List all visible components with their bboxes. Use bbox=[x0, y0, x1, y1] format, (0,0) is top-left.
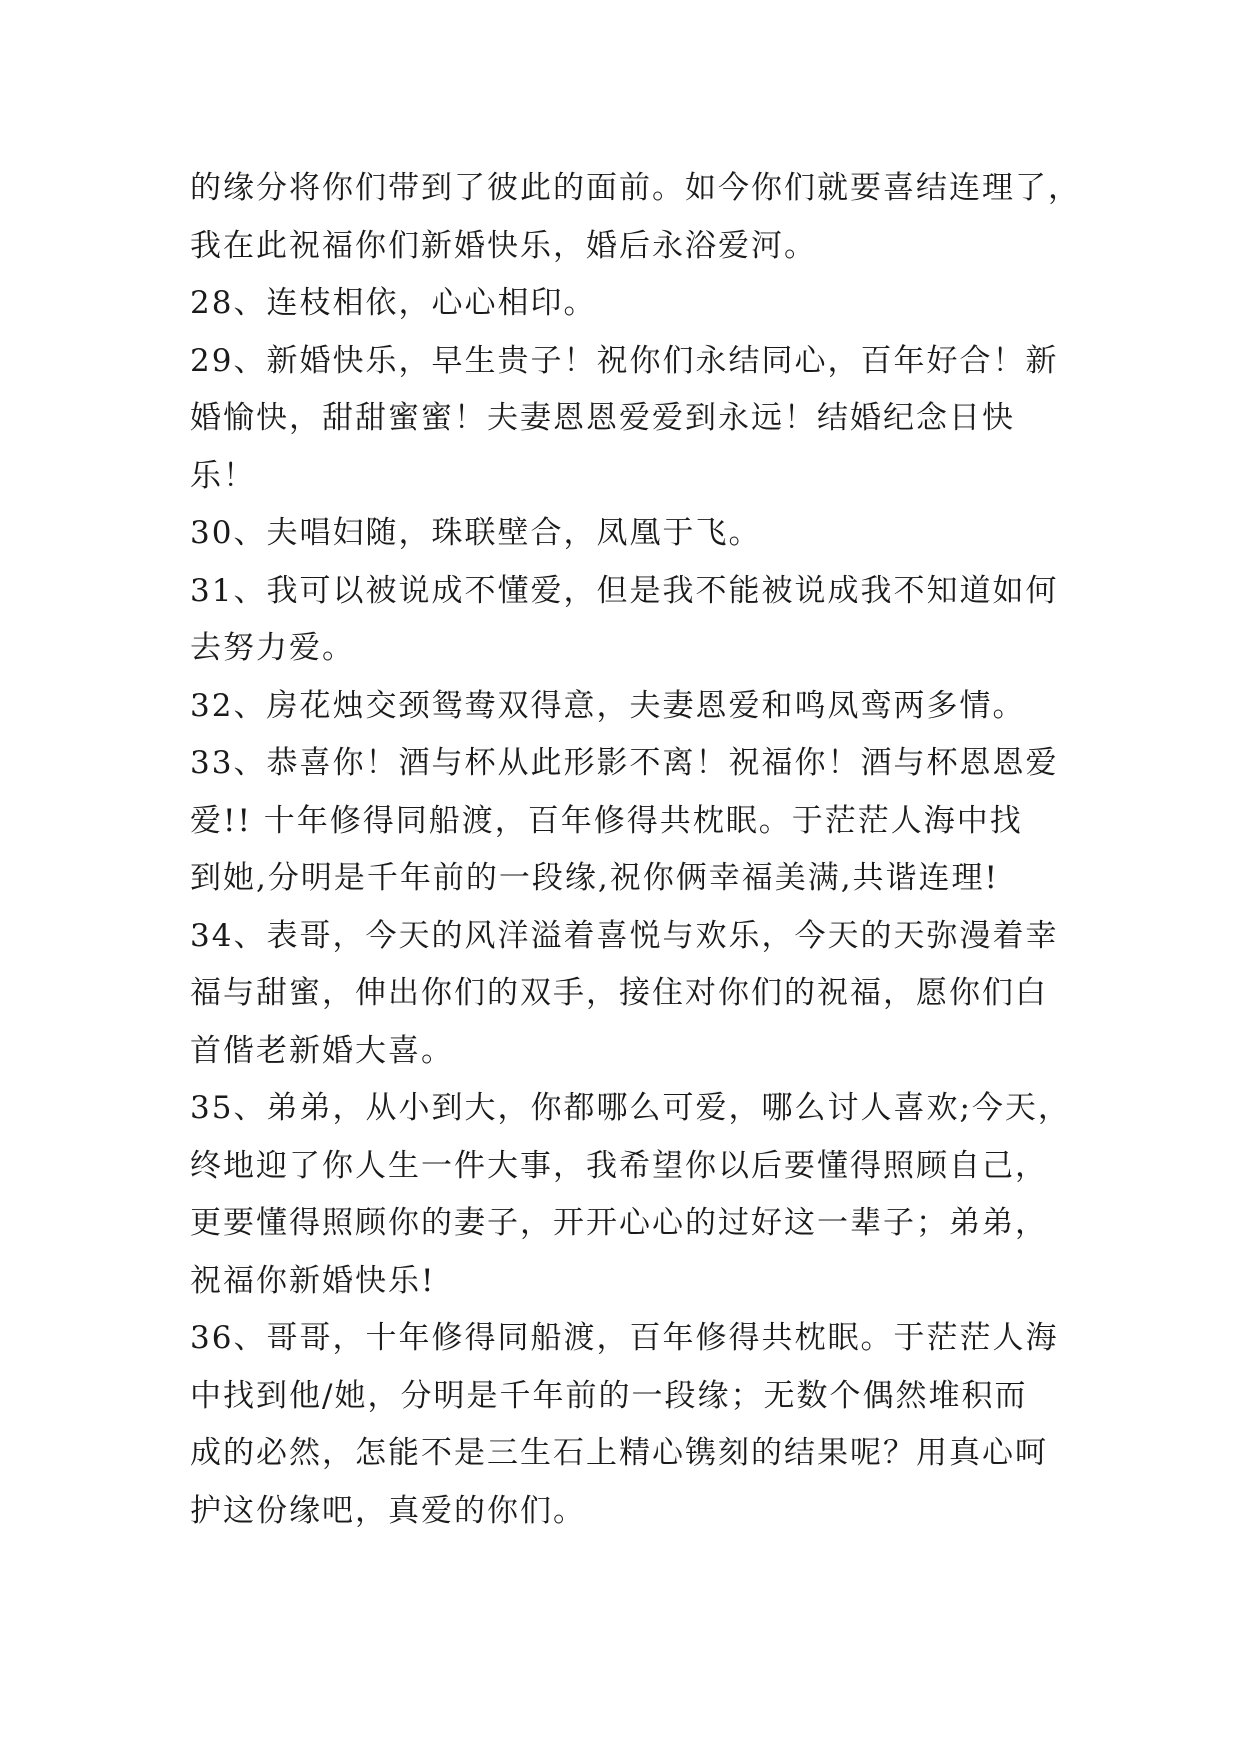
text-line: 祝福你新婚快乐! bbox=[190, 1262, 436, 1299]
text-line: 成的必然，怎能不是三生石上精心镌刻的结果呢？用真心呵 bbox=[190, 1435, 1048, 1471]
list-item-28: 28、连枝相依，心心相印。 bbox=[190, 285, 597, 321]
text-line: 福与甜蜜，伸出你们的双手，接住对你们的祝福，愿你们白 bbox=[190, 975, 1048, 1011]
text-line: 的缘分将你们带到了彼此的面前。如今你们就要喜结连理了， bbox=[190, 170, 1081, 206]
list-item-34: 34、表哥，今天的风洋溢着喜悦与欢乐，今天的天弥漫着幸 bbox=[190, 917, 1059, 954]
text-line: 更要懂得照顾你的妻子，开开心心的过好这一辈子；弟弟， bbox=[190, 1205, 1048, 1241]
text-line: 爱!! 十年修得同船渡，百年修得共枕眠。于茫茫人海中找 bbox=[190, 802, 1023, 839]
text-line: 中找到他/她，分明是千年前的一段缘；无数个偶然堆积而 bbox=[190, 1377, 1028, 1414]
list-item-33: 33、恭喜你！酒与杯从此形影不离！祝福你！酒与杯恩恩爱 bbox=[190, 745, 1059, 781]
text-line: 乐！ bbox=[190, 457, 256, 494]
text-line: 婚愉快，甜甜蜜蜜！夫妻恩恩爱爱到永远！结婚纪念日快 bbox=[190, 400, 1015, 436]
document-body bbox=[190, 160, 1080, 1540]
list-item-31: 31、我可以被说成不懂爱，但是我不能被说成我不知道如何 bbox=[190, 572, 1059, 609]
text-line: 护这份缘吧，真爱的你们。 bbox=[190, 1492, 586, 1529]
text-line: 我在此祝福你们新婚快乐，婚后永浴爱河。 bbox=[190, 227, 817, 264]
list-item-32: 32、房花烛交颈鸳鸯双得意，夫妻恩爱和鸣凤鸾两多情。 bbox=[190, 687, 1026, 724]
text-line: 首偕老新婚大喜。 bbox=[190, 1032, 454, 1069]
list-item-35: 35、弟弟，从小到大，你都哪么可爱，哪么讨人喜欢;今天， bbox=[190, 1090, 1071, 1126]
list-item-30: 30、夫唱妇随，珠联壁合，凤凰于飞。 bbox=[190, 515, 762, 551]
text-line: 终地迎了你人生一件大事，我希望你以后要懂得照顾自己， bbox=[190, 1147, 1048, 1184]
list-item-29: 29、新婚快乐，早生贵子！祝你们永结同心，百年好合！新 bbox=[190, 342, 1059, 379]
text-line: 到她,分明是千年前的一段缘,祝你俩幸福美满,共谐连理! bbox=[190, 860, 1000, 896]
text-line: 去努力爱。 bbox=[190, 630, 355, 666]
list-item-36: 36、哥哥，十年修得同船渡，百年修得共枕眠。于茫茫人海 bbox=[190, 1320, 1059, 1356]
